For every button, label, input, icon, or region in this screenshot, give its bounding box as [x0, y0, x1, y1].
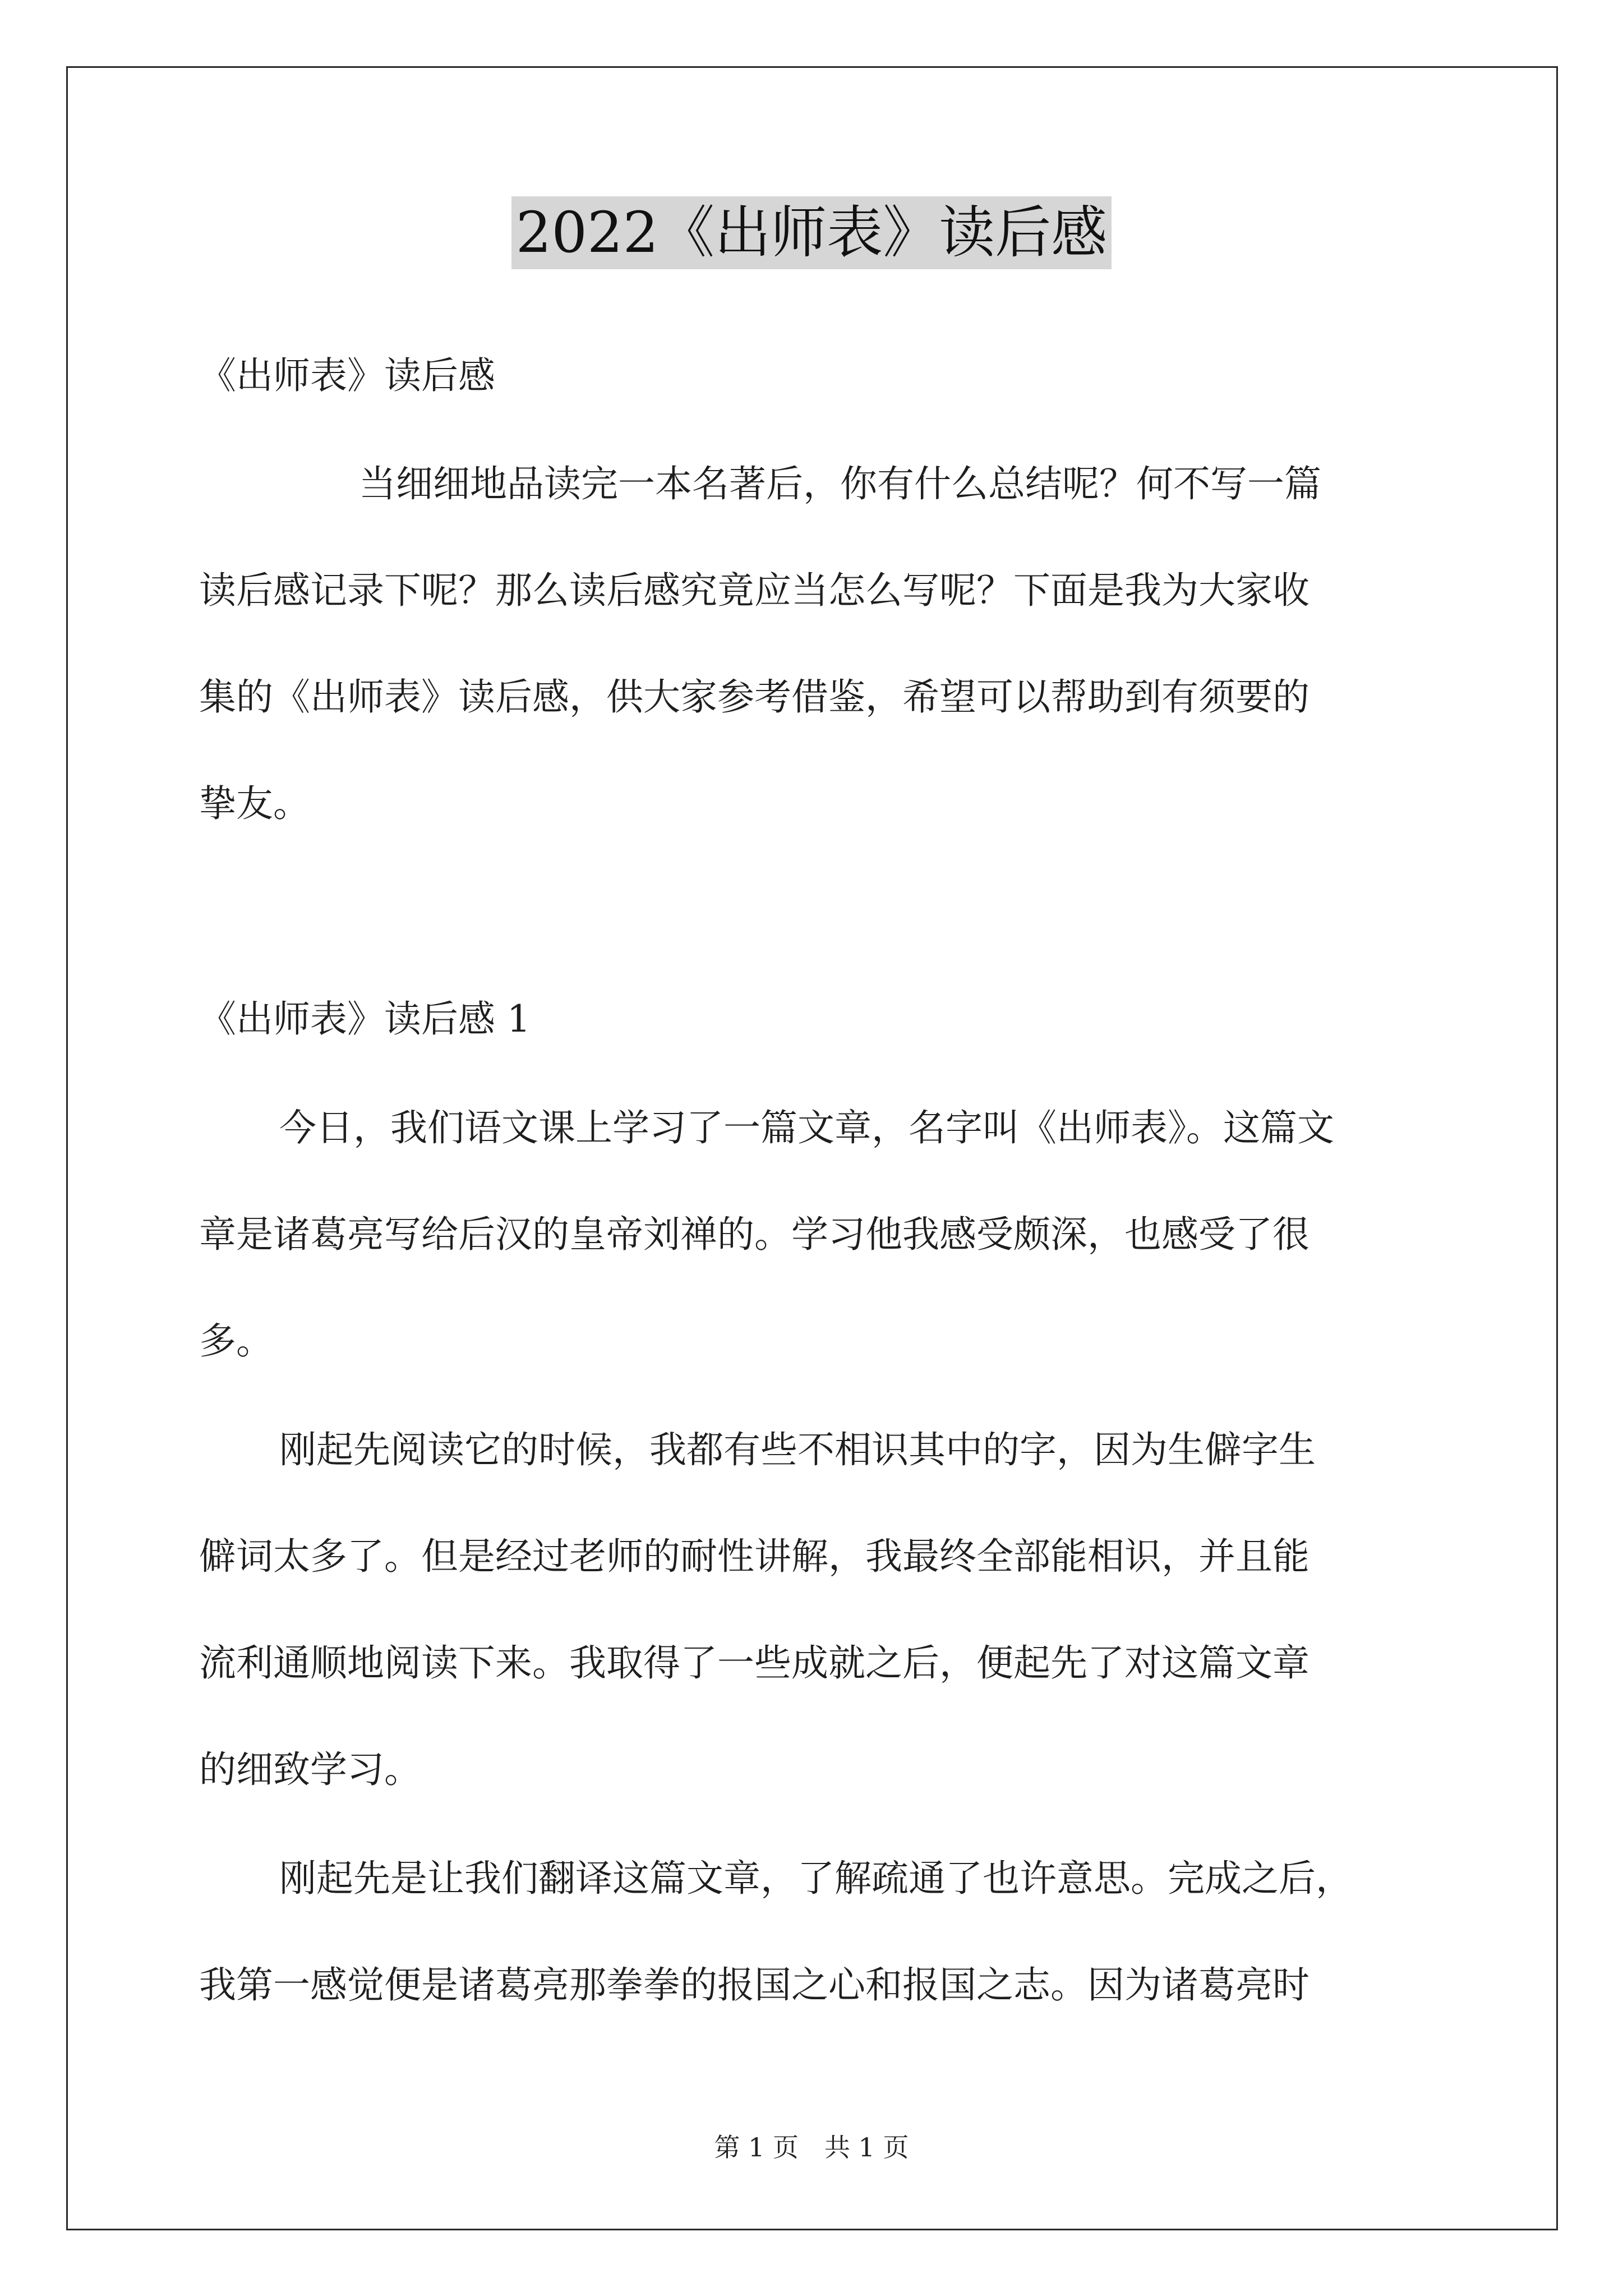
- section-heading: 《出师表》读后感 1: [199, 997, 531, 1041]
- paragraph-line: 集的《出师表》读后感，供大家参考借鉴，希望可以帮助到有须要的: [199, 675, 1310, 719]
- paragraph-line: 当细细地品读完一本名著后，你有什么总结呢？何不写一篇: [359, 462, 1321, 505]
- paragraph-line: 流利通顺地阅读下来。我取得了一些成就之后，便起先了对这篇文章: [199, 1641, 1310, 1685]
- paragraph-line: 的细致学习。: [199, 1748, 421, 1791]
- paragraph-line: 僻词太多了。但是经过老师的耐性讲解，我最终全部能相识，并且能: [199, 1535, 1310, 1578]
- paragraph-line: 读后感记录下呢？那么读后感究竟应当怎么写呢？下面是我为大家收: [199, 569, 1310, 612]
- paragraph-line: 挚友。: [199, 782, 310, 825]
- paragraph-line: 刚起先阅读它的时候，我都有些不相识其中的字，因为生僻字生: [279, 1428, 1316, 1471]
- title-container: [0, 196, 1623, 269]
- paragraph-line: 多。: [199, 1319, 273, 1363]
- paragraph-line: 我第一感觉便是诸葛亮那拳拳的报国之心和报国之志。因为诸葛亮时: [199, 1963, 1310, 2007]
- document-title: 2022《出师表》读后感: [511, 196, 1112, 269]
- paragraph-line: 章是诸葛亮写给后汉的皇帝刘禅的。学习他我感受颇深，也感受了很: [199, 1213, 1310, 1256]
- paragraph-line: 今日，我们语文课上学习了一篇文章，名字叫《出师表》。这篇文: [279, 1106, 1334, 1149]
- paragraph-line: 刚起先是让我们翻译这篇文章，了解疏通了也许意思。完成之后，: [279, 1857, 1353, 1900]
- page-footer: 第 1 页 共 1 页: [714, 2132, 909, 2162]
- section-heading: 《出师表》读后感: [199, 354, 495, 397]
